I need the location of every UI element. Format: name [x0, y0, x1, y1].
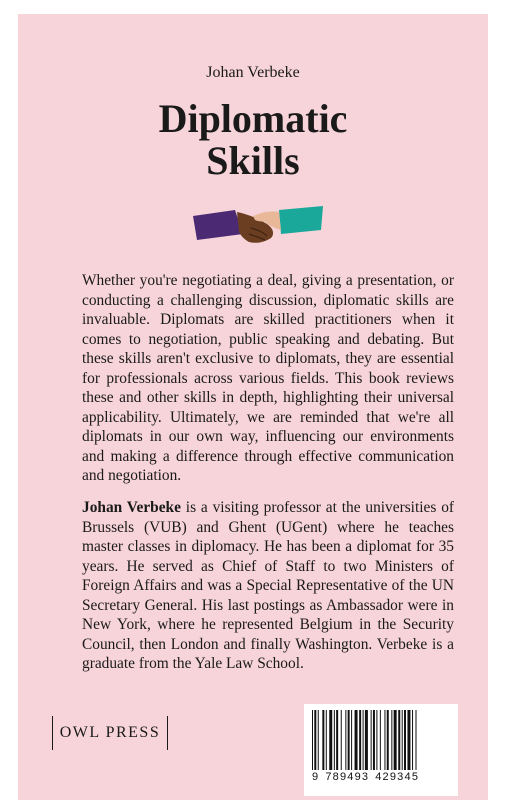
author-name: Johan Verbeke: [206, 64, 300, 81]
title-line-1: Diplomatic: [158, 96, 348, 141]
title-line-2: Skills: [206, 138, 300, 183]
isbn-group-1: 789493: [325, 771, 370, 783]
book-description: Whether you're negotiating a deal, giving a presentation, or conducting a challenging discussion, diplomatic skills are invaluable. Diplomats are skilled practitioners when it comes to negotiation, public speaking and debating. But these skills aren't exclusive to diplomats, they are essential for professionals across various fields. This book reviews these and other skills in depth, highlighting their universal applicability. Ultimately, we are reminded that we're all diplomats in our own way, influencing our environments and making a difference through effective communication and negotiation.: [82, 272, 454, 484]
book-title: [18, 98, 488, 182]
publisher-logo: OWL PRESS: [52, 716, 168, 750]
isbn-prefix: 9: [312, 771, 320, 783]
bio-author-name: Johan Verbeke: [82, 499, 181, 516]
book-back-cover: [18, 14, 488, 800]
handshake-icon: [193, 204, 323, 254]
isbn-number: [312, 771, 454, 783]
author-bio: [82, 498, 454, 674]
isbn-group-2: 429345: [375, 771, 420, 783]
barcode: [304, 704, 458, 796]
bio-text: is a visiting professor at the universities of Brussels (VUB) and Ghent (UGent) where he teaches master classes in diplomacy. He has been a diplomat for 35 years. He served as Chief of Staff to two Ministers of Foreign Affairs and was a Special Representative of the UN Secretary General. His last postings as Ambassador were in New York, where he represented Belgium in the Security Council, then London and finally Washington. Verbeke is a graduate from the Yale Law School.: [82, 499, 455, 672]
barcode-bars: [312, 710, 452, 770]
